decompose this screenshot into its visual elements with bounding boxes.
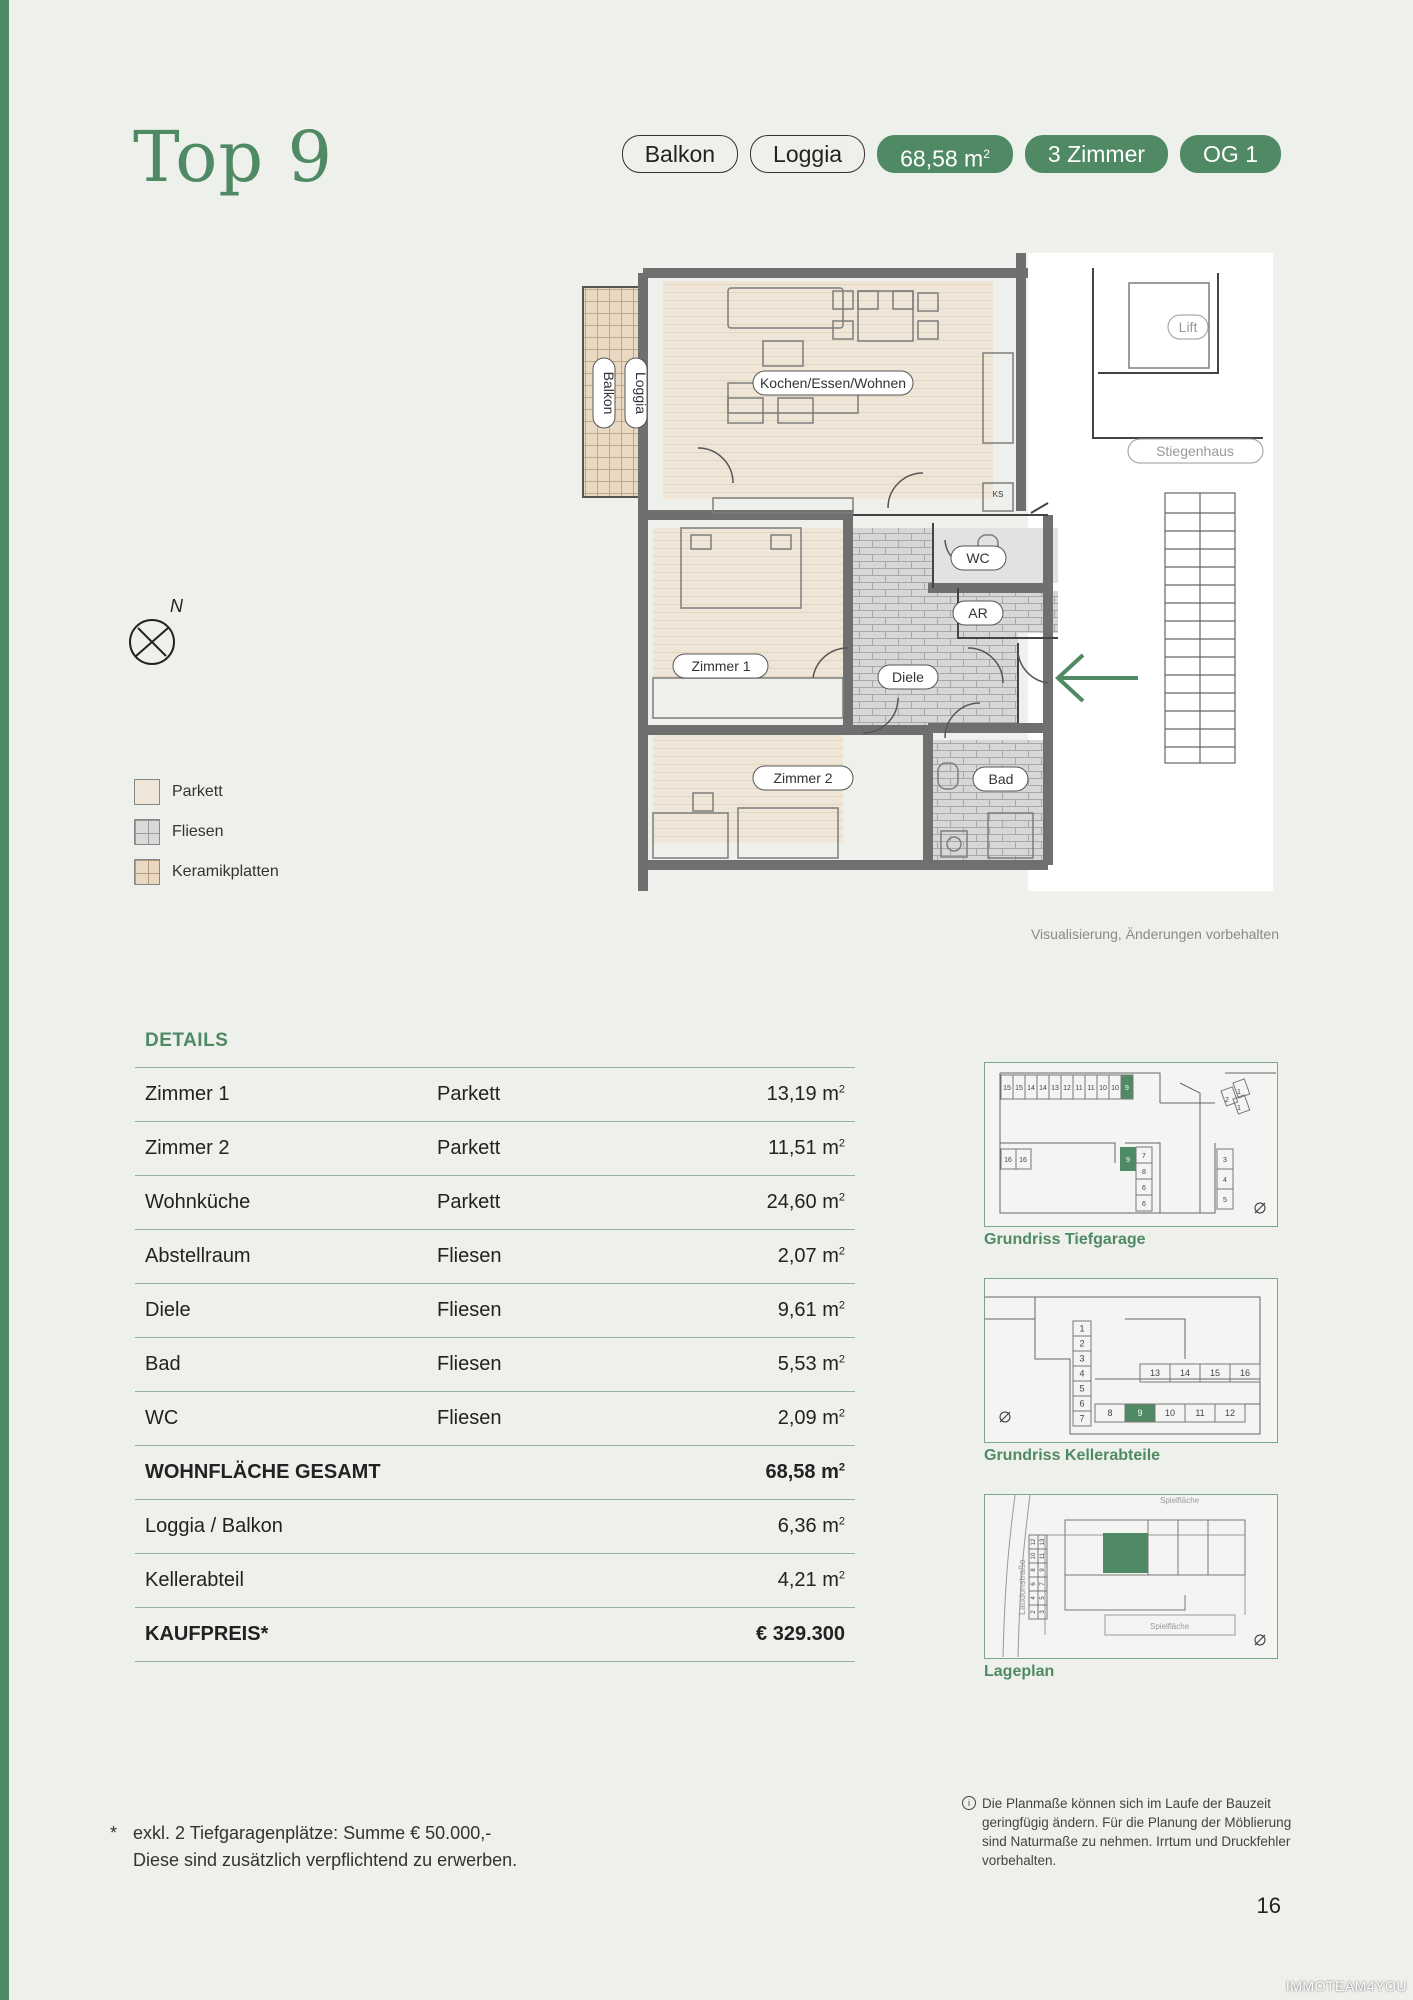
detail-area-value: 2,09 m — [777, 1407, 839, 1429]
tg-right-num: 5 — [1223, 1197, 1227, 1204]
tg-slot-num: 11 — [1075, 1085, 1083, 1092]
detail-area-value: 11,51 m — [768, 1137, 839, 1159]
details-row — [135, 1122, 855, 1176]
minimap-tiefgarage — [984, 1062, 1278, 1227]
detail-area-sup: 2 — [838, 1083, 845, 1096]
label-loggia: Loggia — [633, 371, 649, 415]
label-kochen: Kochen/Essen/Wohnen — [759, 375, 907, 391]
detail-room: Bad — [135, 1338, 437, 1392]
detail-floor: Parkett — [437, 1176, 637, 1230]
disclaimer-text: Die Planmaße können sich im Laufe der Bauzeit geringfügig ändern. Für die Planung der Möblierung sind Naturmaße zu nehmen. Irrtum und Druckfehler vorbehalten. — [982, 1796, 1292, 1868]
tg-highlight-num: 9 — [1126, 1157, 1130, 1164]
lage-slot-num: 12 — [1031, 1538, 1037, 1546]
detail-floor — [437, 1608, 637, 1662]
detail-area-sup: 2 — [838, 1299, 845, 1312]
keller-cell-num: 6 — [1079, 1398, 1085, 1409]
label-ks: KS — [992, 490, 1004, 499]
detail-area — [637, 1500, 855, 1554]
detail-area-sup: 2 — [838, 1191, 845, 1204]
tg-slot-num: 14 — [1039, 1085, 1047, 1092]
details-row — [135, 1392, 855, 1446]
keller-cell-num: 13 — [1149, 1368, 1161, 1378]
keller-cell-num: 12 — [1224, 1408, 1236, 1418]
caption-lageplan: Lageplan — [984, 1663, 1055, 1680]
details-row — [135, 1068, 855, 1122]
detail-area — [637, 1392, 855, 1446]
lage-slot-num: 7 — [1040, 1582, 1046, 1586]
tg-mid-num: 7 — [1142, 1153, 1146, 1160]
tag-area-value: 68,58 m — [900, 145, 984, 172]
detail-area-value: 5,53 m — [777, 1353, 839, 1375]
detail-floor: Parkett — [437, 1122, 637, 1176]
detail-area — [637, 1608, 855, 1662]
minimap-lageplan — [984, 1494, 1278, 1659]
detail-area-sup: 2 — [838, 1569, 845, 1582]
tag-area — [877, 135, 1013, 173]
watermark: IMMOTEAM4YOU — [1285, 1978, 1407, 1994]
keller-north-icon — [1000, 1412, 1010, 1422]
details-row — [135, 1554, 855, 1608]
detail-area-sup: 2 — [838, 1461, 845, 1474]
detail-room: Wohnküche — [135, 1176, 437, 1230]
details-row — [135, 1608, 855, 1662]
lageplan-area-label: Spielfläche — [1150, 1622, 1190, 1631]
detail-area — [637, 1068, 855, 1122]
detail-floor — [437, 1446, 637, 1500]
keller-cell-num: 15 — [1209, 1368, 1221, 1378]
tg-slot-num: 15 — [1015, 1085, 1023, 1092]
tg-left-num: 16 — [1004, 1157, 1012, 1164]
label-wc: WC — [966, 550, 990, 566]
detail-room: WC — [135, 1392, 437, 1446]
tg-slot-num: 12 — [1063, 1085, 1071, 1092]
lageplan-street: Laudonstraße — [1017, 1559, 1027, 1615]
keller-cell-num: 8 — [1107, 1408, 1113, 1418]
keller-cell-num: 11 — [1195, 1408, 1205, 1418]
detail-floor: Fliesen — [437, 1338, 637, 1392]
detail-floor: Fliesen — [437, 1392, 637, 1446]
detail-area-sup: 2 — [838, 1245, 845, 1258]
keller-cell-num: 1 — [1079, 1323, 1085, 1334]
left-accent-bar — [0, 0, 9, 2000]
detail-area-value: 4,21 m — [777, 1569, 839, 1591]
lageplan-plan — [985, 1495, 1276, 1657]
floor-legend — [134, 772, 279, 892]
label-zimmer1: Zimmer 1 — [691, 658, 751, 674]
detail-area — [637, 1176, 855, 1230]
tg-mid-num: 6 — [1142, 1185, 1146, 1192]
label-balkon: Balkon — [601, 371, 617, 415]
label-stiegenhaus: Stiegenhaus — [1156, 443, 1234, 459]
detail-area-value: 9,61 m — [777, 1299, 839, 1321]
detail-floor: Fliesen — [437, 1284, 637, 1338]
detail-room: Diele — [135, 1284, 437, 1338]
fliesen-swatch — [134, 819, 160, 845]
tg-slot-num: 14 — [1027, 1085, 1035, 1092]
price-footnote — [110, 1820, 517, 1874]
lage-slot-num: 5 — [1040, 1596, 1046, 1600]
keller-cell-num: 14 — [1179, 1368, 1191, 1378]
detail-area-value: 13,19 m — [766, 1083, 839, 1105]
caption-keller: Grundriss Kellerabteile — [984, 1447, 1161, 1464]
detail-area-value: 2,07 m — [777, 1245, 839, 1267]
tg-mid-num: 8 — [1142, 1169, 1146, 1176]
tg-slot-num: 15 — [1003, 1085, 1011, 1092]
lage-slot-num: 8 — [1031, 1568, 1037, 1572]
keller-cell-num: 5 — [1079, 1383, 1085, 1394]
legend-label: Parkett — [172, 783, 223, 800]
keller-plan — [985, 1279, 1276, 1441]
tiefgarage-plan — [985, 1063, 1276, 1225]
detail-room: Zimmer 1 — [135, 1068, 437, 1122]
tg-slot-num: 10 — [1099, 1085, 1107, 1092]
lage-slot-num: 13 — [1040, 1538, 1046, 1546]
footnote-star: * — [110, 1823, 118, 1843]
tg-slot-num: 1 — [1237, 1105, 1241, 1112]
detail-area — [637, 1122, 855, 1176]
keller-cell-num: 4 — [1079, 1368, 1085, 1379]
tag-loggia: Loggia — [750, 135, 865, 173]
lage-slot-num: 6 — [1031, 1582, 1037, 1586]
detail-area-sup: 2 — [838, 1353, 845, 1366]
page-title: Top 9 — [133, 116, 333, 198]
tg-north-icon — [1255, 1203, 1265, 1213]
tg-slot-num: 13 — [1051, 1085, 1059, 1092]
details-row — [135, 1446, 855, 1500]
tg-slot-num: 10 — [1111, 1085, 1119, 1092]
detail-area-sup: 2 — [838, 1515, 845, 1528]
detail-area — [637, 1284, 855, 1338]
legend-item — [134, 772, 279, 812]
lage-slot-num: 10 — [1031, 1552, 1037, 1560]
tag-rooms: 3 Zimmer — [1025, 135, 1168, 173]
caption-tiefgarage: Grundriss Tiefgarage — [984, 1231, 1146, 1248]
keller-cell-num: 3 — [1079, 1353, 1085, 1364]
detail-room: KAUFPREIS* — [135, 1608, 437, 1662]
lage-slot-num: 11 — [1040, 1552, 1046, 1560]
detail-room: WOHNFLÄCHE GESAMT — [135, 1446, 437, 1500]
detail-area-value: 68,58 m — [765, 1461, 839, 1483]
details-table — [135, 1067, 855, 1662]
details-row — [135, 1338, 855, 1392]
tg-slot — [1233, 1095, 1250, 1114]
detail-area-sup: 2 — [838, 1407, 845, 1420]
tag-area-unit-sup: 2 — [983, 147, 990, 161]
label-ar: AR — [968, 605, 988, 621]
legend-label: Fliesen — [172, 823, 224, 840]
detail-area — [637, 1446, 855, 1500]
detail-floor: Parkett — [437, 1068, 637, 1122]
detail-area — [637, 1338, 855, 1392]
tg-right-num: 4 — [1223, 1177, 1227, 1184]
visualization-note: Visualisierung, Änderungen vorbehalten — [1030, 926, 1279, 942]
tg-slot-num: 1 — [1237, 1089, 1241, 1096]
details-row — [135, 1176, 855, 1230]
tg-slot-num: 9 — [1125, 1085, 1129, 1092]
detail-room: Zimmer 2 — [135, 1122, 437, 1176]
details-row — [135, 1284, 855, 1338]
label-zimmer2: Zimmer 2 — [773, 770, 833, 786]
parkett-swatch — [134, 779, 160, 805]
minimap-keller — [984, 1278, 1278, 1443]
label-bad: Bad — [988, 771, 1014, 787]
lageplan-area-label-top: Spielfläche — [1160, 1496, 1200, 1505]
page-number: 16 — [1256, 1893, 1281, 1918]
info-icon: i — [962, 1796, 976, 1810]
detail-floor — [437, 1500, 637, 1554]
tg-mid-num: 6 — [1142, 1201, 1146, 1208]
lageplan-highlight — [1103, 1533, 1148, 1573]
detail-area — [637, 1554, 855, 1608]
lage-slot-num: 3 — [1040, 1610, 1046, 1614]
detail-floor — [437, 1554, 637, 1608]
keller-cell-num: 16 — [1239, 1368, 1251, 1378]
footnote-line2: Diese sind zusätzlich verpflichtend zu erwerben. — [133, 1850, 518, 1870]
detail-room: Loggia / Balkon — [135, 1500, 437, 1554]
compass-label: N — [170, 596, 183, 616]
footnote-line1: exkl. 2 Tiefgaragenplätze: Summe € 50.000,- — [133, 1823, 492, 1843]
keramik-swatch — [134, 859, 160, 885]
details-row — [135, 1500, 855, 1554]
details-heading: DETAILS — [145, 1030, 229, 1051]
north-compass-icon — [128, 592, 186, 667]
tg-slot-num: 2 — [1225, 1097, 1229, 1104]
keller-cell-num: 2 — [1079, 1338, 1085, 1349]
details-row — [135, 1230, 855, 1284]
stairwell-area — [1028, 253, 1273, 891]
tag-balkon: Balkon — [622, 135, 738, 173]
legend-item — [134, 812, 279, 852]
lage-slot-num: 4 — [1031, 1596, 1037, 1600]
lageplan-north-icon — [1255, 1635, 1265, 1645]
detail-floor: Fliesen — [437, 1230, 637, 1284]
keller-cell-num: 10 — [1164, 1408, 1176, 1418]
detail-area-value: 24,60 m — [766, 1191, 839, 1213]
label-lift: Lift — [1178, 319, 1198, 335]
disclaimer-note — [962, 1794, 1292, 1870]
lage-slot-num: 9 — [1040, 1568, 1046, 1572]
keller-cell-num: 7 — [1079, 1413, 1085, 1424]
tg-right-num: 3 — [1223, 1157, 1227, 1164]
detail-room: Kellerabteil — [135, 1554, 437, 1608]
keller-cell-num: 9 — [1137, 1408, 1143, 1418]
legend-label: Keramikplatten — [172, 863, 279, 880]
lage-slot-num: 2 — [1031, 1610, 1037, 1614]
detail-area-value: € 329.300 — [756, 1623, 845, 1645]
feature-tags — [622, 135, 1281, 173]
floor-plan — [573, 253, 1278, 891]
tag-floor: OG 1 — [1180, 135, 1281, 173]
detail-area-value: 6,36 m — [777, 1515, 839, 1537]
tg-slot-num: 11 — [1087, 1085, 1095, 1092]
tg-left-num: 16 — [1019, 1157, 1027, 1164]
detail-area-sup: 2 — [838, 1137, 845, 1150]
legend-item — [134, 852, 279, 892]
label-diele: Diele — [892, 669, 924, 685]
detail-room: Abstellraum — [135, 1230, 437, 1284]
detail-area — [637, 1230, 855, 1284]
